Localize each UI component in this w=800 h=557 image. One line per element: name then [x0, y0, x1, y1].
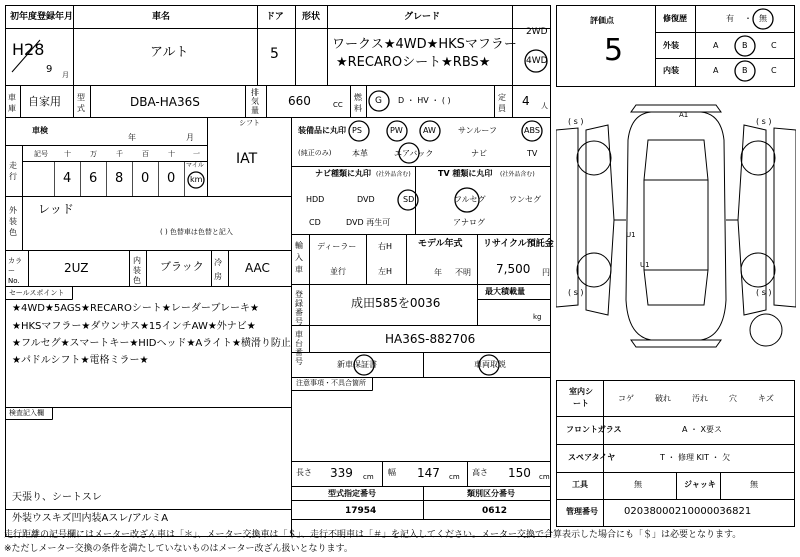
reg-month: 9 — [46, 64, 53, 75]
mileage-col-10man: 十 — [64, 150, 71, 158]
interior-color-label: 内装色 — [133, 256, 141, 285]
height-unit: cm — [539, 473, 550, 481]
color-code: 2UZ — [64, 261, 89, 275]
spare-tire: T ・ 修理 KIT ・ 欠 — [660, 453, 731, 462]
fuel-others: D ・ HV ・ ( ) — [398, 96, 451, 105]
equip-tv: TV — [527, 149, 538, 158]
navi-sd: SD — [403, 195, 415, 204]
repair-yes: 有 — [726, 14, 734, 23]
reg-era: H28 — [12, 40, 45, 59]
wheel-rear-right — [741, 253, 775, 287]
grade-line-2: ★RECAROシート★RBS★ — [336, 55, 491, 70]
management-number: 02038000210000036821 — [624, 506, 752, 517]
type-number-label: 型式指定番号 — [328, 489, 376, 498]
management-number-label: 管理番号 — [566, 507, 598, 516]
door-count: 5 — [270, 46, 279, 62]
windshield: A ・ X要ス — [682, 425, 723, 434]
tv-analog: アナログ — [453, 218, 485, 227]
right-hand: 右H — [378, 242, 393, 251]
svg-text:( s ): ( s ) — [568, 117, 584, 126]
mileage-col-juu: 十 — [168, 150, 175, 158]
notes-line-2: 外装ウスキズ凹内装Aスレ/アルミA — [12, 513, 169, 524]
equip-ps: PS — [352, 126, 362, 135]
tv-fullseg: フルセグ — [454, 195, 486, 204]
svg-text:( s ): ( s ) — [756, 288, 772, 297]
model-year-unknown: 不明 — [455, 268, 471, 277]
capacity-label: 定員 — [498, 93, 506, 113]
equipment-sub: (純正のみ) — [298, 149, 332, 157]
door-label: ドア — [266, 12, 284, 22]
seat-burn: コゲ — [618, 394, 634, 403]
equip-navi: ナビ — [471, 149, 487, 158]
import-label: 輸入車 — [295, 241, 303, 274]
owner-manual: 車両取説 — [474, 360, 506, 369]
import-dealer: ディーラー — [317, 242, 357, 251]
sales-point-line-1: ★4WD★5AGS★RECAROシート★レーダーブレーキ★ — [12, 303, 259, 314]
tv-oneseg: ワンセグ — [509, 195, 541, 204]
sales-point-line-4: ★パドルシフト★電格ミラー★ — [12, 355, 149, 366]
shape-label: 形状 — [302, 12, 321, 22]
navi-hdd: HDD — [306, 195, 325, 204]
diagram-mark-u1-side: U1 — [626, 231, 636, 239]
svg-text:( s ): ( s ) — [756, 117, 772, 126]
mileage-digit-5: 0 — [167, 171, 176, 186]
cc-unit: CC — [333, 101, 343, 109]
fuel-selected: G — [375, 96, 382, 106]
plate-label: 登録番号 — [295, 290, 303, 326]
length: 339 — [330, 466, 353, 480]
chassis-label: 車台番号 — [295, 330, 303, 366]
recycle-unit: 円 — [542, 268, 550, 277]
model-label: 型式 — [77, 93, 85, 113]
car-name-label: 車名 — [152, 12, 171, 22]
inspection-year: 年 — [128, 133, 136, 142]
sales-points-label: セールスポイント — [9, 289, 65, 297]
exterior-color-label: 外装色 — [9, 206, 17, 237]
score-value: 5 — [604, 33, 624, 68]
interior-grade-c: C — [771, 66, 777, 75]
navi-type-note: (社外品含む) — [376, 171, 411, 178]
inspection-month: 月 — [186, 133, 194, 142]
capacity-unit: 人 — [541, 102, 548, 110]
jack: 無 — [750, 480, 758, 489]
footer-note-1: 走行距離の記号欄にはメーター改ざん車は「＊」、メーター交換車は「＄」、走行不明車は「＃」を記入してください。メーター交換で合算表示した場合にも「＄」は必要となります。 — [4, 530, 742, 540]
model: DBA-HA36S — [130, 95, 200, 109]
mileage-digit-2: 6 — [89, 171, 98, 186]
windshield-label: フロントガラス — [566, 425, 622, 434]
sales-point-line-2: ★HKSマフラー★ダウンサス★15インチAW★外ナビ★ — [12, 321, 256, 332]
wheel-front-left — [577, 141, 611, 175]
recycle-label: リサイクル預託金 — [483, 239, 554, 249]
wheel-front-right — [741, 141, 775, 175]
mileage-digit-4: 0 — [141, 171, 150, 186]
ac-label: 冷房 — [214, 258, 222, 281]
car-name: アルト — [150, 45, 189, 60]
seat-tear: 破れ — [655, 394, 671, 403]
repair-history-label: 修復歴 — [663, 14, 687, 23]
height: 150 — [508, 466, 531, 480]
mileage-col-hyaku: 百 — [142, 150, 149, 158]
width: 147 — [417, 466, 440, 480]
fuel-label: 燃料 — [354, 93, 362, 113]
length-unit: cm — [363, 473, 374, 481]
interior-grade-a: A — [713, 66, 719, 75]
grade-line-1: ワークス★4WD★HKSマフラー — [332, 37, 517, 52]
import-parallel: 並行 — [330, 267, 346, 276]
length-label: 長さ — [296, 468, 312, 477]
width-label: 幅 — [388, 468, 396, 477]
equip-pw: PW — [390, 126, 403, 135]
drive-4wd: 4WD — [526, 56, 548, 66]
diagram-mark-u1-rear: U1 — [640, 261, 650, 269]
exterior-grade-c: C — [771, 41, 777, 50]
drive-2wd: 2WD — [526, 27, 548, 37]
seat-hole: 穴 — [729, 394, 737, 403]
footer-note-2: ※ただしメーター交換の条件を満たしていないものはメーター改ざん扱いとなります。 — [4, 544, 353, 554]
chassis-number: HA36S-882706 — [385, 332, 476, 346]
equipment-label: 装備品に丸印 — [298, 126, 346, 135]
seat-stain: 汚れ — [692, 394, 708, 403]
mileage-digit-1: 4 — [63, 171, 72, 186]
usage-label: 車庫 — [8, 93, 16, 113]
repair-dot: ・ — [744, 14, 752, 23]
width-unit: cm — [449, 473, 460, 481]
km-label: km — [190, 175, 203, 184]
ac: AAC — [245, 261, 270, 275]
mileage-col-symbol: 記号 — [34, 150, 48, 158]
equip-sunroof: サンルーフ — [458, 126, 497, 135]
repair-no: 無 — [759, 14, 767, 23]
notes-line-1: 天張り、シートスレ — [12, 492, 102, 503]
payload-unit: kg — [533, 313, 542, 321]
tv-type-note: (社外品含む) — [500, 171, 535, 178]
first-reg-label: 初年度登録年月 — [10, 12, 74, 22]
seat-scratch: キズ — [758, 394, 774, 403]
exterior-grade-b: B — [742, 41, 748, 50]
type-number: 17954 — [345, 506, 377, 516]
navi-type-label: ナビ種類に丸印 — [315, 169, 371, 178]
wheel-rear-left — [577, 253, 611, 287]
equip-leather: 本革 — [352, 149, 368, 158]
usage: 自家用 — [28, 95, 61, 108]
score-label: 評価点 — [590, 16, 614, 25]
mileage-col-man: 万 — [90, 150, 97, 158]
color-change-note: ( ) 色替車は色替と記入 — [160, 228, 233, 236]
class-number: 0612 — [482, 506, 508, 516]
spare-tire-label: スペアタイヤ — [568, 453, 616, 462]
interior-grade-label: 内装 — [663, 66, 679, 75]
equip-aw: AW — [423, 126, 436, 135]
displacement: 660 — [288, 94, 311, 108]
tools: 無 — [634, 480, 642, 489]
model-year-label: モデル年式 — [418, 239, 463, 249]
month-unit: 月 — [62, 71, 69, 79]
sales-point-line-3: ★フルセグ★スマートキー★HIDヘッド★Aライト★横滑り防止 — [12, 338, 291, 349]
height-label: 高さ — [472, 468, 488, 477]
caution-label: 注意事項・不具合箇所 — [296, 379, 366, 387]
shift-label: シフト — [239, 119, 260, 127]
damage-diagram — [556, 100, 796, 370]
capacity: 4 — [522, 94, 530, 108]
seat-label: 室内シート — [569, 387, 593, 408]
mileage-col-sen: 千 — [116, 150, 123, 158]
spare-wheel — [750, 314, 782, 346]
payload-label: 最大積載量 — [485, 287, 525, 296]
notes-label: 検査記入欄 — [9, 409, 44, 417]
model-year-unit: 年 — [434, 268, 442, 277]
mile-label: マイル — [186, 162, 204, 169]
recycle-amount: 7,500 — [496, 262, 531, 276]
color-code-label: カラーNo. — [8, 257, 22, 285]
exterior-grade-label: 外装 — [663, 41, 679, 50]
displacement-label: 排気量 — [251, 88, 259, 115]
diagram-mark-a1: A1 — [679, 111, 689, 119]
mileage-col-ichi: 一 — [193, 150, 200, 158]
interior-grade-b: B — [742, 66, 748, 75]
grade-label: グレード — [404, 12, 441, 22]
interior-color: ブラック — [160, 260, 204, 273]
equip-abs: ABS — [524, 126, 540, 135]
mileage-digit-3: 8 — [115, 171, 124, 186]
svg-text:( s ): ( s ) — [568, 288, 584, 297]
tools-label: 工具 — [572, 480, 588, 489]
shift: IAT — [236, 151, 258, 167]
navi-dvd-play: DVD 再生可 — [346, 218, 391, 227]
inspection-label: 車検 — [32, 126, 48, 135]
exterior-color: レッド — [38, 202, 74, 216]
navi-cd: CD — [309, 218, 321, 227]
navi-dvd: DVD — [357, 195, 375, 204]
class-number-label: 類別区分番号 — [467, 489, 515, 498]
mileage-label: 走行 — [9, 161, 17, 181]
new-car-warranty: 新車保証書 — [337, 360, 377, 369]
plate-number: 成田585を0036 — [351, 296, 441, 310]
exterior-grade-a: A — [713, 41, 719, 50]
jack-label: ジャッキ — [684, 480, 716, 489]
left-hand: 左H — [378, 267, 393, 276]
tv-type-label: TV 種類に丸印 — [438, 169, 493, 178]
equip-airbag: エアバック — [394, 149, 434, 158]
